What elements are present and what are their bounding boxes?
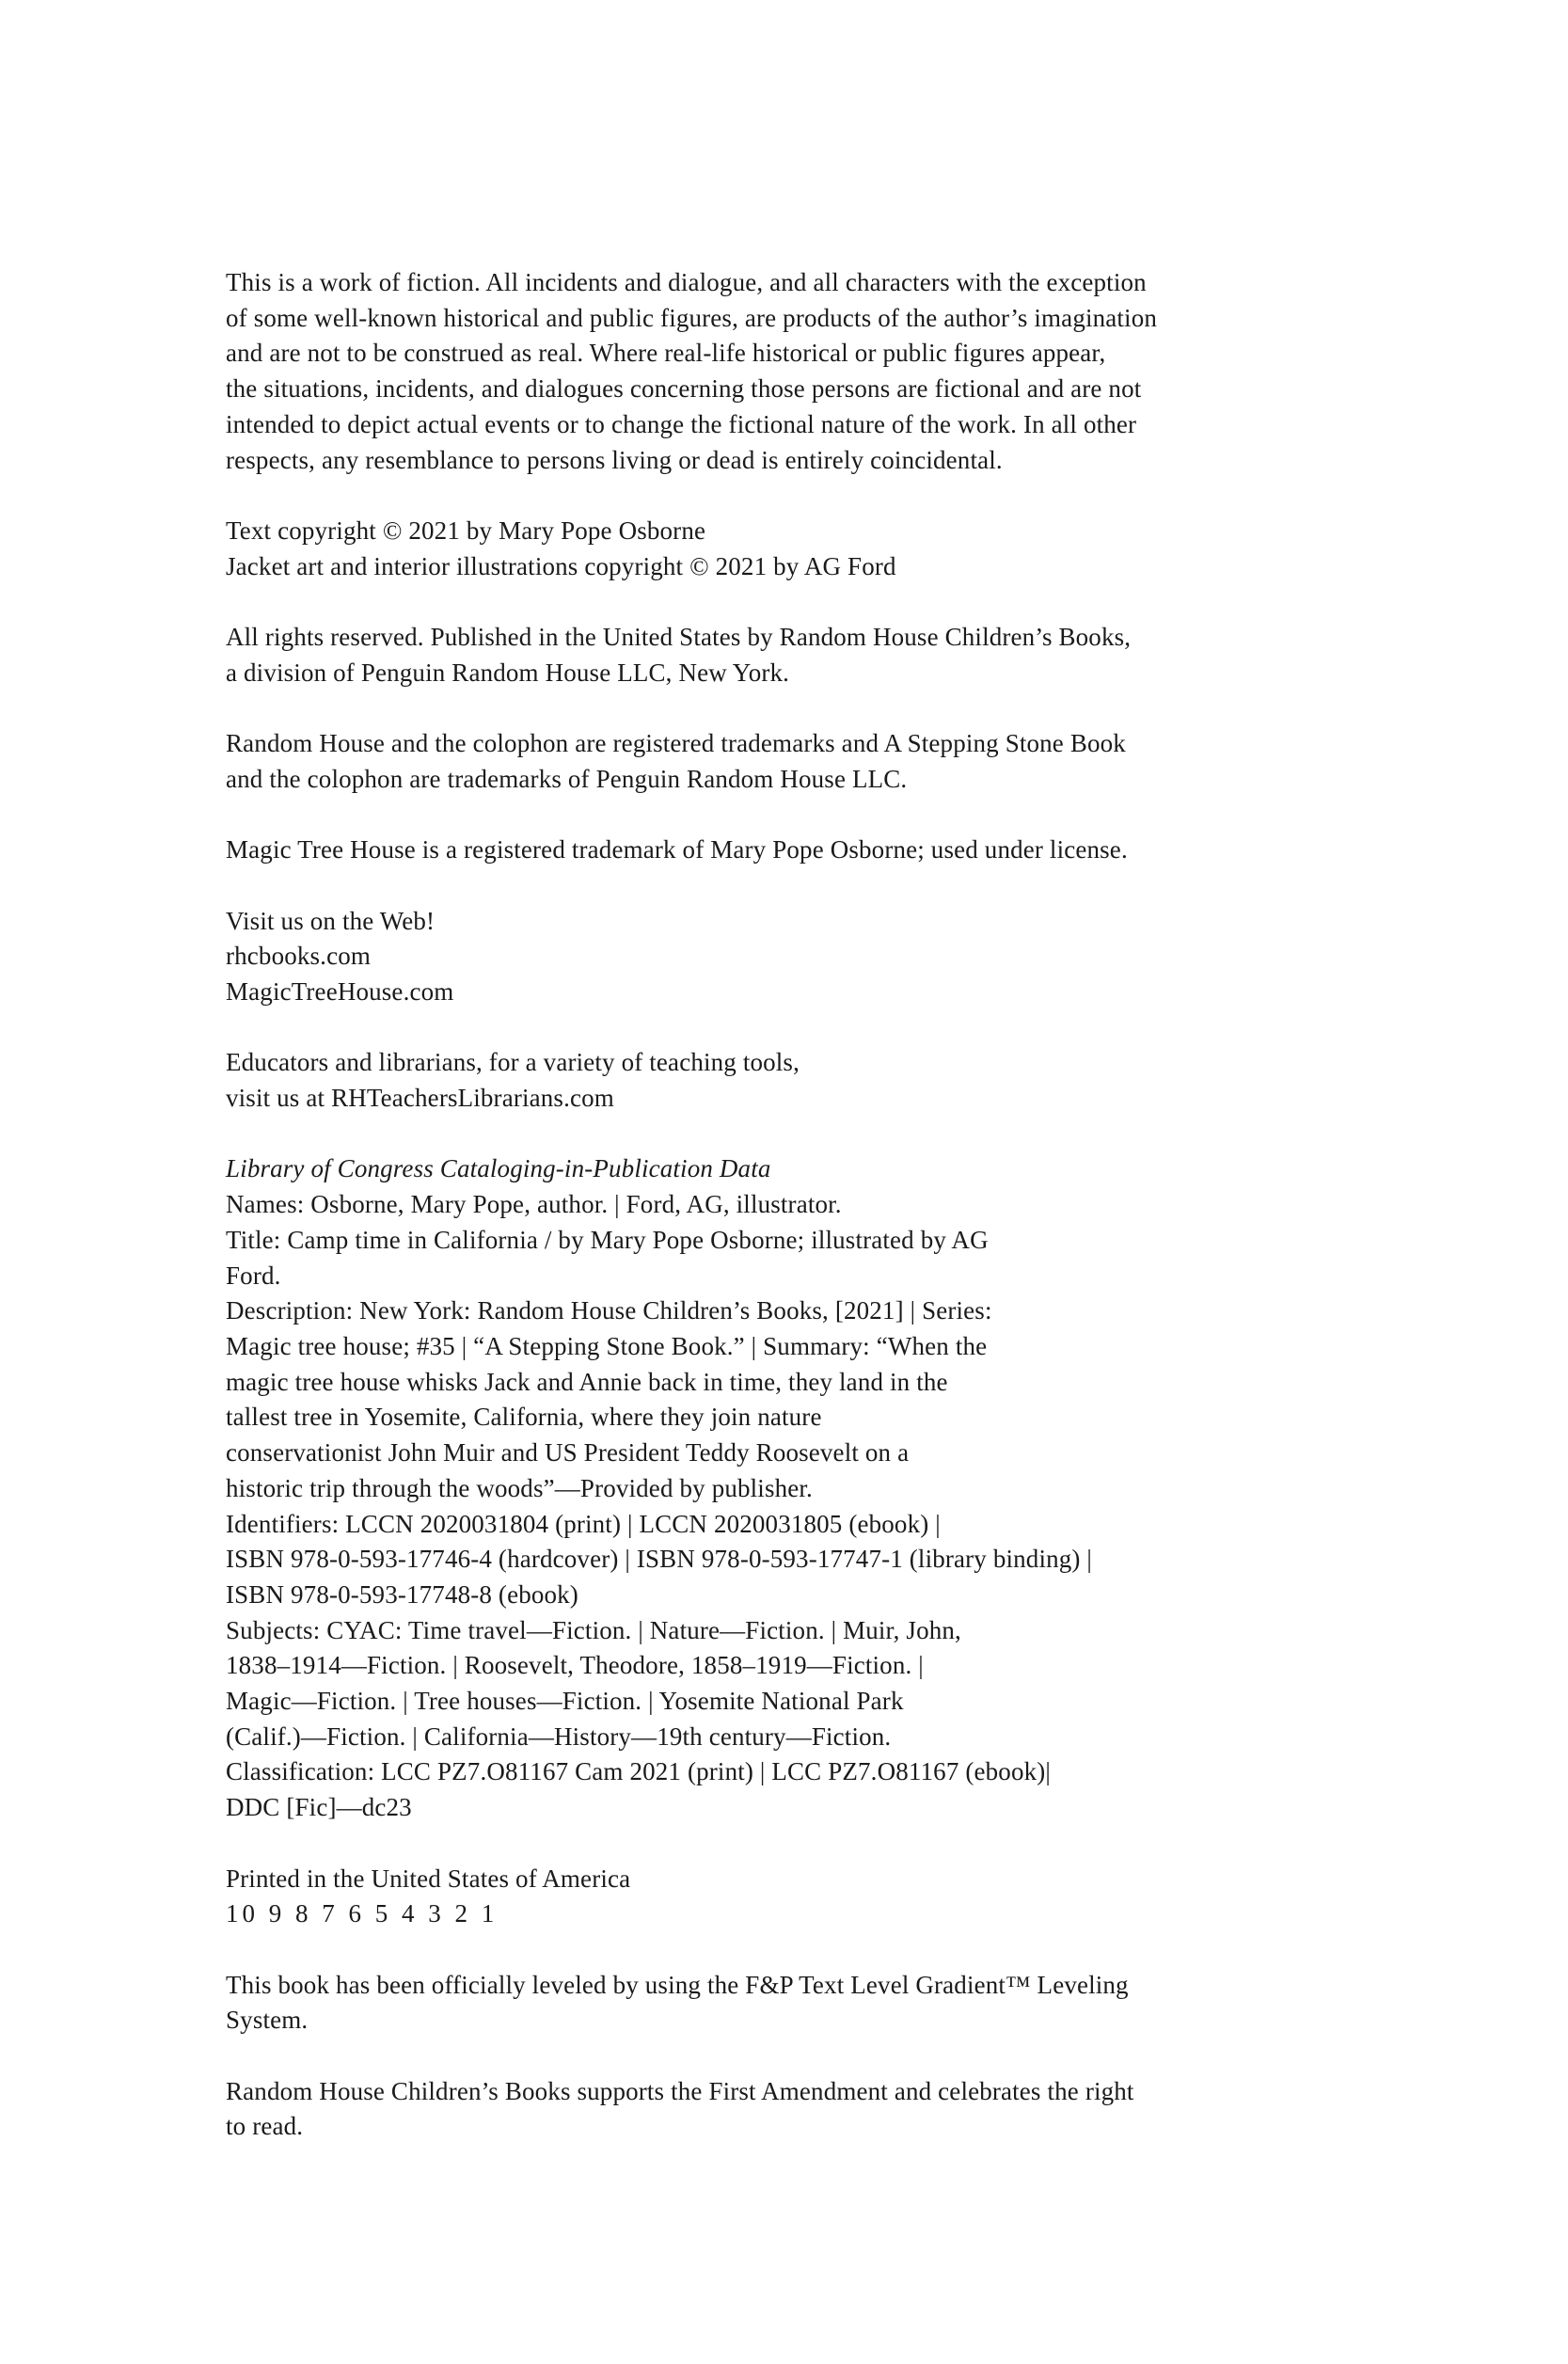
disclaimer-line: the situations, incidents, and dialogues concerning those persons are fictional and are not [226,374,1142,404]
cip-line: Description: New York: Random House Children’s Books, [2021] | Series: [226,1296,992,1325]
cip-line: Ford. [226,1261,281,1290]
leveling-line: This book has been officially leveled by using the F&P Text Level Gradient™ Leveling [226,1970,1129,1999]
cip-line: Identifiers: LCCN 2020031804 (print) | LCCN 2020031805 (ebook) | [226,1509,941,1538]
teachers-librarians-link[interactable]: RHTeachersLibrarians.com [331,1084,614,1113]
educators-line: Educators and librarians, for a variety of teaching tools, [226,1048,800,1077]
cip-line: historic trip through the woods”—Provided by publisher. [226,1473,813,1502]
copyright-notice [226,514,1336,584]
trademark-line: Random House and the colophon are registered trademarks and A Stepping Stone Book [226,729,1126,758]
cip-line: Magic tree house; #35 | “A Stepping Stone Book.” | Summary: “When the [226,1331,988,1360]
first-amendment-statement [226,2074,1336,2145]
cip-line: Magic—Fiction. | Tree houses—Fiction. | Yosemite National Park [226,1687,904,1716]
educators-section [226,1045,1336,1116]
text-copyright: Text copyright © 2021 by Mary Pope Osborne [226,516,706,545]
art-copyright: Jacket art and interior illustrations copyright © 2021 by AG Ford [226,551,896,580]
fiction-disclaimer [226,265,1336,478]
web-heading: Visit us on the Web! [226,906,436,935]
cip-line: Classification: LCC PZ7.O81167 Cam 2021 (print) | LCC PZ7.O81167 (ebook)| [226,1757,1051,1786]
first-amendment-line: Random House Children’s Books supports the First Amendment and celebrates the right [226,2076,1134,2105]
first-amendment-line: to read. [226,2112,304,2141]
cip-line: ISBN 978-0-593-17746-4 (hardcover) | ISBN 978-0-593-17747-1 (library binding) | [226,1545,1092,1574]
rights-statement [226,620,1336,690]
printer-number-line: 10 9 8 7 6 5 4 3 2 1 [226,1899,499,1928]
leveling-statement [226,1968,1336,2039]
leveling-line: System. [226,2006,309,2035]
trademark-line: and the colophon are trademarks of Penguin Random House LLC. [226,764,908,793]
copyright-page [226,265,1336,2181]
web-section [226,904,1336,1010]
mth-trademark-line: Magic Tree House is a registered trademark of Mary Pope Osborne; used under license. [226,835,1128,865]
cip-line: DDC [Fic]—dc23 [226,1793,412,1822]
cip-line: (Calif.)—Fiction. | California—History—19th century—Fiction. [226,1721,892,1751]
rights-line: a division of Penguin Random House LLC, New York. [226,658,790,687]
cip-heading: Library of Congress Cataloging-in-Publication Data [226,1154,771,1183]
educators-prefix: visit us at [226,1084,332,1113]
cip-line: Subjects: CYAC: Time travel—Fiction. | Nature—Fiction. | Muir, John, [226,1615,961,1644]
cip-line: Title: Camp time in California / by Mary Pope Osborne; illustrated by AG [226,1225,989,1254]
cip-line: 1838–1914—Fiction. | Roosevelt, Theodore, 1858–1919—Fiction. | [226,1651,924,1680]
cip-line: Names: Osborne, Mary Pope, author. | Ford, AG, illustrator. [226,1190,842,1219]
printed-in-country: Printed in the United States of America [226,1864,631,1893]
web-link-rhcbooks[interactable]: rhcbooks.com [226,942,372,971]
disclaimer-line: intended to depict actual events or to change the fictional nature of the work. In all other [226,409,1137,438]
cip-line: ISBN 978-0-593-17748-8 (ebook) [226,1579,578,1609]
educators-line [226,1081,1336,1117]
cip-line: magic tree house whisks Jack and Annie back in time, they land in the [226,1367,948,1396]
mth-trademark-statement [226,833,1336,868]
cip-line: tallest tree in Yosemite, California, where they join nature [226,1403,822,1432]
cip-line: conservationist John Muir and US President Teddy Roosevelt on a [226,1438,910,1468]
printing-info [226,1862,1336,1932]
cip-data [226,1151,1336,1825]
disclaimer-line: respects, any resemblance to persons living or dead is entirely coincidental. [226,445,1003,474]
rights-line: All rights reserved. Published in the United States by Random House Children’s Books, [226,623,1132,651]
trademark-statement [226,726,1336,797]
disclaimer-line: This is a work of fiction. All incidents and dialogue, and all characters with the exception [226,268,1147,296]
disclaimer-line: and are not to be construed as real. Where real-life historical or public figures appear, [226,339,1106,368]
web-link-magictreehouse[interactable]: MagicTreeHouse.com [226,976,454,1006]
disclaimer-line: of some well-known historical and public figures, are products of the author’s imagination [226,303,1158,332]
